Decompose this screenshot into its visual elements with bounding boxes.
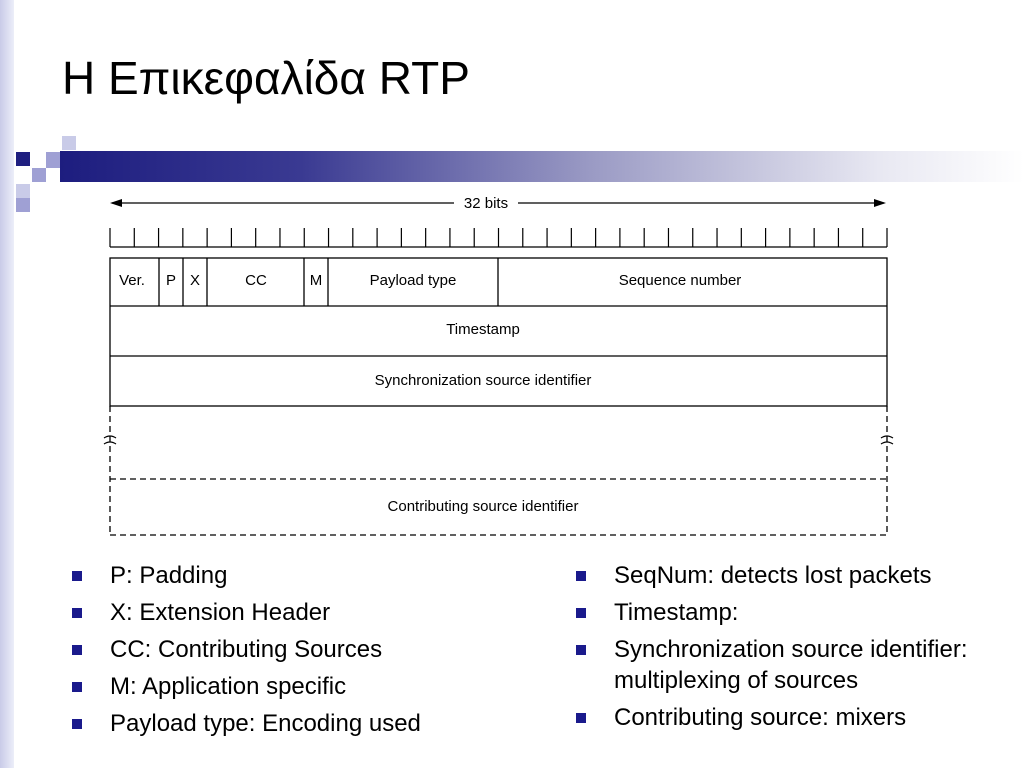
bullet-list-left <box>72 560 532 745</box>
list-item-text: Synchronization source identifier: multiplexing of sources <box>614 636 968 694</box>
field-cc: CC <box>245 272 267 289</box>
field-ver: Ver. <box>119 272 145 289</box>
bit-ticks <box>110 228 887 247</box>
list-item-text: Payload type: Encoding used <box>110 710 421 737</box>
list-item-text: CC: Contributing Sources <box>110 636 383 663</box>
field-csrc: Contributing source identifier <box>387 498 579 515</box>
bullet-square-icon <box>576 713 586 723</box>
list-item <box>72 708 532 739</box>
bullet-square-icon <box>72 719 82 729</box>
field-marker: M <box>309 272 323 289</box>
list-item <box>576 560 1016 591</box>
bullet-square-icon <box>72 645 82 655</box>
bit-width-label: 32 bits <box>463 195 509 212</box>
field-padding: P <box>165 272 177 289</box>
field-extension: X <box>189 272 201 289</box>
list-item-text: P: Padding <box>110 562 228 589</box>
list-item <box>72 634 532 665</box>
list-item-text: Timestamp: <box>614 599 739 626</box>
bullet-square-icon <box>576 608 586 618</box>
bullet-square-icon <box>72 682 82 692</box>
arrow-left-head <box>110 199 122 207</box>
field-timestamp: Timestamp <box>446 321 520 338</box>
list-item <box>72 597 532 628</box>
list-item-text: SeqNum: detects lost packets <box>614 562 932 589</box>
list-item-text: Contributing source: mixers <box>614 704 907 731</box>
list-item-text: M: Application specific <box>110 673 347 700</box>
list-item <box>576 702 1016 733</box>
field-sequence-number: Sequence number <box>618 272 742 289</box>
field-ssrc: Synchronization source identifier <box>374 372 592 389</box>
list-item <box>576 634 1016 696</box>
bullet-list-right <box>576 560 1016 739</box>
bullet-square-icon <box>576 571 586 581</box>
field-payload-type: Payload type <box>369 272 457 289</box>
bullet-square-icon <box>72 571 82 581</box>
list-item <box>72 560 532 591</box>
bullet-square-icon <box>576 645 586 655</box>
arrow-right-head <box>874 199 886 207</box>
bullet-square-icon <box>72 608 82 618</box>
list-item <box>72 671 532 702</box>
list-item-text: X: Extension Header <box>110 599 331 626</box>
slide-title: Η Επικεφαλίδα RTP <box>62 52 470 104</box>
list-item <box>576 597 1016 628</box>
